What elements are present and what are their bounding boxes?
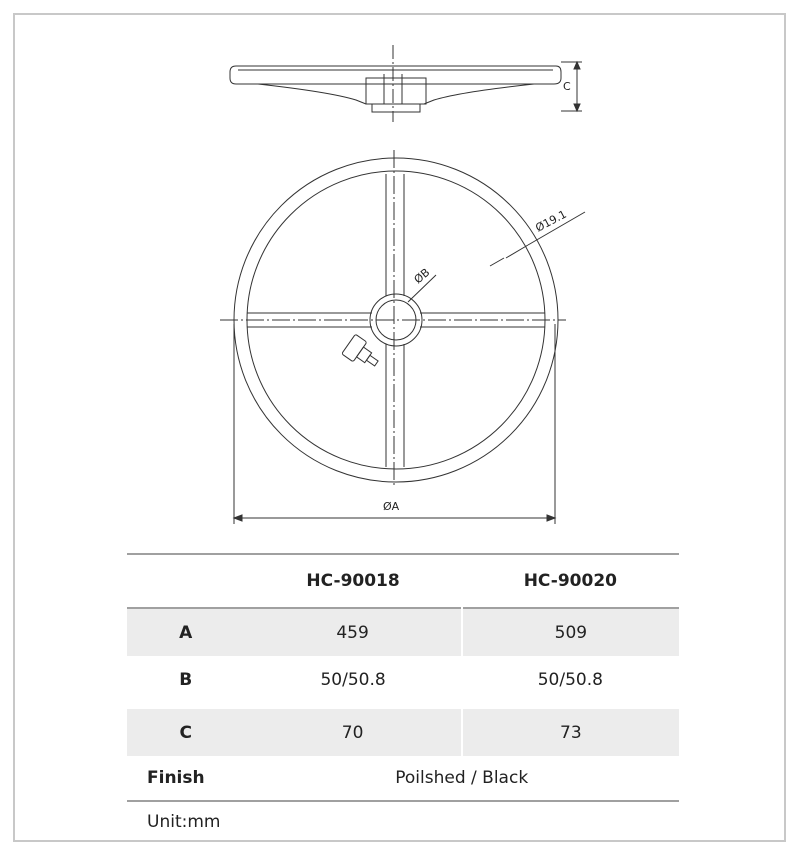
row-key: A [127, 608, 244, 656]
row-value: 459 [244, 608, 461, 656]
label-c: C [563, 80, 571, 93]
row-value: 73 [462, 709, 679, 756]
row-key: B [179, 669, 193, 690]
finish-row [127, 756, 679, 801]
label-b: ØB [411, 265, 433, 287]
finish-value: Poilshed / Black [244, 756, 679, 801]
model-1: HC-90018 [244, 554, 461, 608]
row-key: C [127, 709, 244, 756]
side-view [230, 45, 561, 122]
row-value: 50/50.8 [320, 669, 386, 690]
model-2: HC-90020 [462, 554, 679, 608]
table-row [127, 656, 679, 703]
table-row [127, 709, 679, 756]
spec-table [127, 553, 679, 842]
finish-label: Finish [127, 756, 244, 801]
row-value: 70 [244, 709, 461, 756]
row-value: 50/50.8 [537, 669, 603, 690]
row-value: 509 [462, 608, 679, 656]
label-a: ØA [383, 500, 400, 513]
top-view [220, 150, 569, 488]
unit-label: Unit:mm [147, 812, 221, 832]
table-header [127, 554, 679, 608]
unit-row [127, 801, 679, 842]
table-row [127, 608, 679, 656]
label-19-1: Ø19.1 [533, 207, 569, 235]
